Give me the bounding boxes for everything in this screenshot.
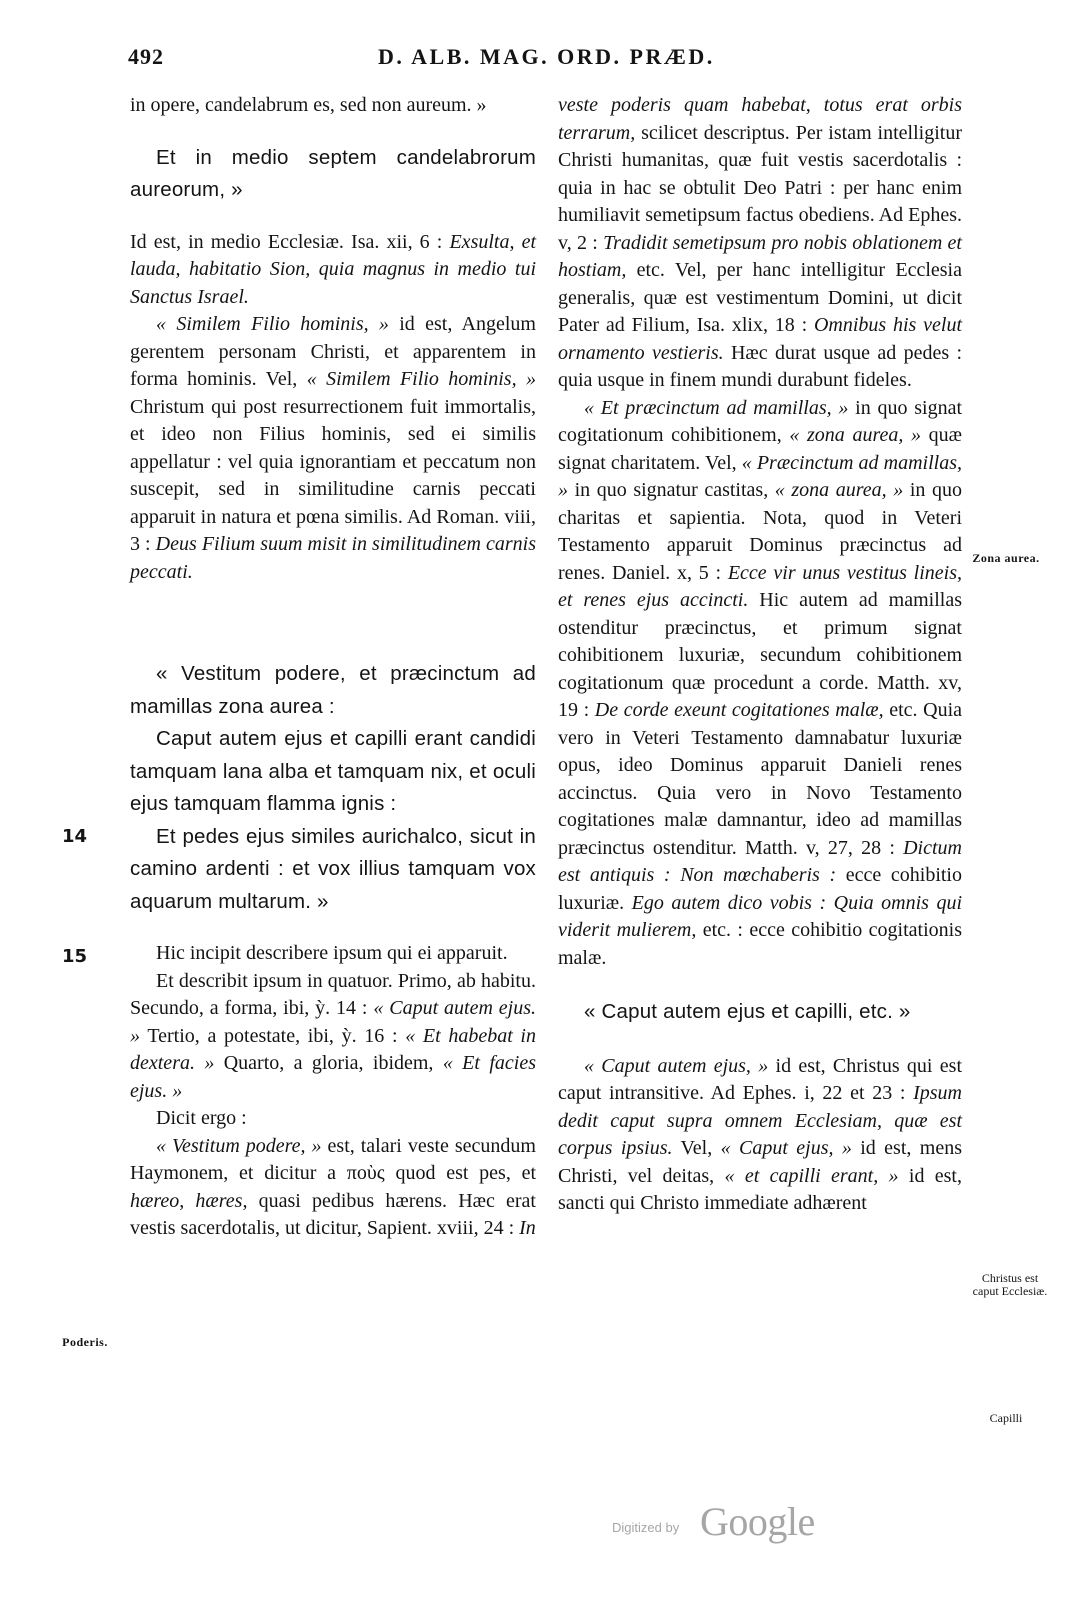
page-number: 492 <box>128 44 164 69</box>
paragraph: Hic incipit describere ipsum qui ei apparuit. <box>156 942 508 964</box>
scripture-verse: Caput autem ejus et capilli erant candidi tamquam lana alba et tamquam nix, et oculi ejus tamquam flamma ignis : <box>130 727 536 815</box>
scripture-verse: Et in medio septem candelabrorum aureorum, » <box>130 145 536 201</box>
margin-note-zona-aurea: Zona aurea. <box>972 551 1040 565</box>
scripture-verse: « Vestitum podere, et præcinctum ad mamillas zona aurea : <box>130 662 536 718</box>
paragraph: Id est, in medio Ecclesiæ. Isa. xii, 6 : Exsulta, et lauda, habitatio Sion, quia magnus in medio tui Sanctus Israel. <box>130 230 536 308</box>
paragraph: « Similem Filio hominis, » id est, Angelum gerentem personam Christi, et apparentem in forma hominis. Vel, « Similem Filio hominis, » Christum qui post resurrectionem fuit immortalis, et ideo non Filius hominis, sed ei similis appellatur : vel quia ignorantiam et peccatum non suscepit, sed in similitudine carnis peccati apparuit in natura et pœna similis. Ad Roman. viii, 3 : Deus Filium suum misit in similitudinem carnis peccati. <box>130 313 536 583</box>
paragraph: in opere, candelabrum es, sed non aureum. » <box>130 94 487 116</box>
paragraph: Et describit ipsum in quatuor. Primo, ab habitu. Secundo, a forma, ibi, ỳ. 14 : « Caput autem ejus. » Tertio, a potestate, ibi, ỳ. 16 : « Et habebat in dextera. » Quarto, a gloria, ibidem, « Et facies ejus. » <box>130 969 536 1102</box>
paragraph: « Caput autem ejus, » id est, Christus qui est caput intransitive. Ad Ephes. i, 22 et 23 : Ipsum dedit caput supra omnem Ecclesiam, quæ est corpus ipsius. Vel, « Caput ejus, » id est, mens Christi, vel deitas, « et capilli erant, » id est, sancti qui Christo immediate adhærent <box>558 1054 962 1214</box>
verse-number-15: 15 <box>62 946 88 967</box>
margin-note-capilli: Capilli <box>989 1411 1023 1425</box>
paragraph: « Et præcinctum ad mamillas, » in quo signat cogitationum cohibitionem, « zona aurea, » quæ signat charitatem. Vel, « Præcinctum ad mamillas, » in quo signatur castitas, « zona aurea, » in quo charitas et sapientia. Nota, quod in Veteri Testamento apparuit Dominus præcinctus ad renes. Daniel. x, 5 : Ecce vir unus vestitus lineis, et renes ejus accincti. Hic autem ad mamillas ostenditur præcinctus, et primum signat cohibitionem luxuriæ, secundum cohibitionem cogitationum quæ procedunt a corde. Matth. xv, 19 : De corde exeunt cogitationes malæ, etc. Quia vero in Veteri Testamento damnabatur luxuriæ opus, ideo Dominus apparuit Danieli renes accinctus. Quia vero in Novo Testamento cogitationes malæ damnantur, ideo ad mamillas præcinctus ostenditur. Matth. v, 27, 28 : Dictum est antiquis : Non mœchaberis : ecce cohibitio luxuriæ. Ego autem dico vobis : Quia omnis qui viderit mulierem, etc. : ecce cohibitio cogitationis malæ. <box>558 396 963 969</box>
page-header <box>0 44 1087 80</box>
digitized-by-label: Digitized by <box>612 1520 680 1535</box>
paragraph: veste poderis quam habebat, totus erat orbis terrarum, scilicet descriptus. Per istam intelligitur Christi humanitas, quæ fuit vestis sacerdotalis : quia in hac se obtulit Deo Patri : per hanc enim humiliavit semetipsum factus obediens. Ad Ephes. v, 2 : Tradidit semetipsum pro nobis oblationem et hostiam, etc. Vel, per hanc intelligitur Ecclesia generalis, quæ est vestimentum Domini, ut dicit Pater ad Filium, Isa. xlix, 18 : Omnibus his velut ornamento vestieris. Hæc durat usque ad pedes : quia usque in finem mundi durabunt fideles. <box>558 94 962 391</box>
digitized-watermark <box>612 1498 842 1548</box>
paragraph: Dicit ergo : <box>156 1107 247 1129</box>
verse-number-14: 14 <box>62 826 88 847</box>
scripture-verse: Et pedes ejus similes aurichalco, sicut in camino ardenti : et vox illius tamquam vox aquarum multarum. » <box>130 824 536 913</box>
margin-note-poderis: Poderis. <box>62 1335 108 1349</box>
left-column <box>130 92 536 1243</box>
margin-note-christus-caput: Christus est caput Ecclesiæ. <box>972 1271 1048 1298</box>
google-logo: Google <box>700 1499 815 1544</box>
scripture-verse: « Caput autem ejus et capilli, etc. » <box>584 1000 911 1023</box>
paragraph: « Vestitum podere, » est, talari veste secundum Haymonem, et dicitur a ποὺς quod est pes, et hæreo, hæres, quasi pedibus hærens. Hæc erat vestis sacerdotalis, ut dicitur, Sapient. xviii, 24 : In <box>130 1134 536 1239</box>
running-title: D. ALB. MAG. ORD. PRÆD. <box>378 44 715 69</box>
right-column <box>558 92 962 1218</box>
